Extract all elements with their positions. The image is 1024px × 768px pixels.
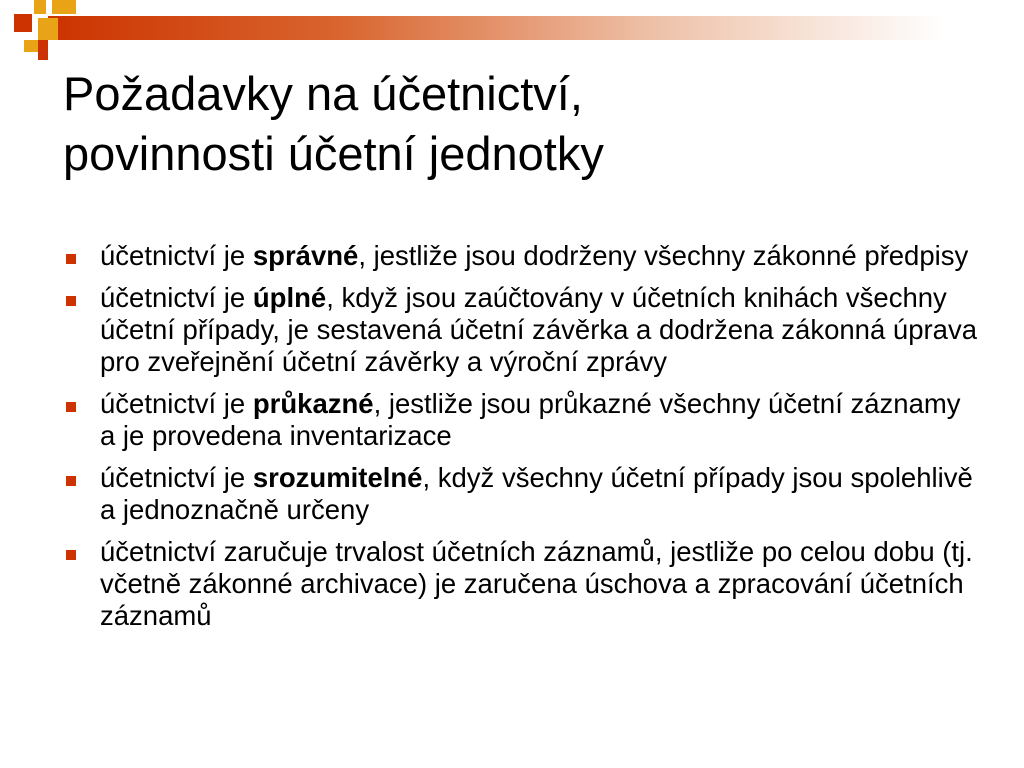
decor-square xyxy=(38,18,58,40)
decor-square xyxy=(24,40,38,52)
square-bullet-icon xyxy=(66,402,76,412)
bullet-list xyxy=(62,240,982,642)
decor-square xyxy=(14,14,32,32)
title-line-2: povinnosti účetní jednotky xyxy=(63,127,604,180)
square-bullet-icon xyxy=(66,254,76,264)
bullet-item: účetnictví je srozumitelné, když všechny účetní případy jsou spolehlivě a jednoznačně určeny xyxy=(62,462,982,526)
header-decoration xyxy=(0,0,1024,60)
bullet-item: účetnictví je úplné, když jsou zaúčtovány v účetních knihách všechny účetní případy, je sestavená účetní závěrka a dodržena zákonná úprava pro zveřejnění účetní závěrky a výroční zprávy xyxy=(62,282,982,378)
title-line-1: Požadavky na účetnictví, xyxy=(63,67,583,120)
decor-square xyxy=(52,0,76,14)
square-bullet-icon xyxy=(66,550,76,560)
decor-square xyxy=(38,40,48,60)
square-bullet-icon xyxy=(66,296,76,306)
bullet-item: účetnictví zaručuje trvalost účetních záznamů, jestliže po celou dobu (tj. včetně zákonné archivace) je zaručena úschova a zpracování účetních záznamů xyxy=(62,536,982,632)
gradient-bar xyxy=(48,16,1024,40)
bullet-item: účetnictví je správné, jestliže jsou dodrženy všechny zákonné předpisy xyxy=(62,240,982,272)
square-bullet-icon xyxy=(66,476,76,486)
slide-title xyxy=(63,64,993,184)
decor-square xyxy=(34,0,46,14)
bullet-item: účetnictví je průkazné, jestliže jsou průkazné všechny účetní záznamy a je provedena inventarizace xyxy=(62,388,982,452)
